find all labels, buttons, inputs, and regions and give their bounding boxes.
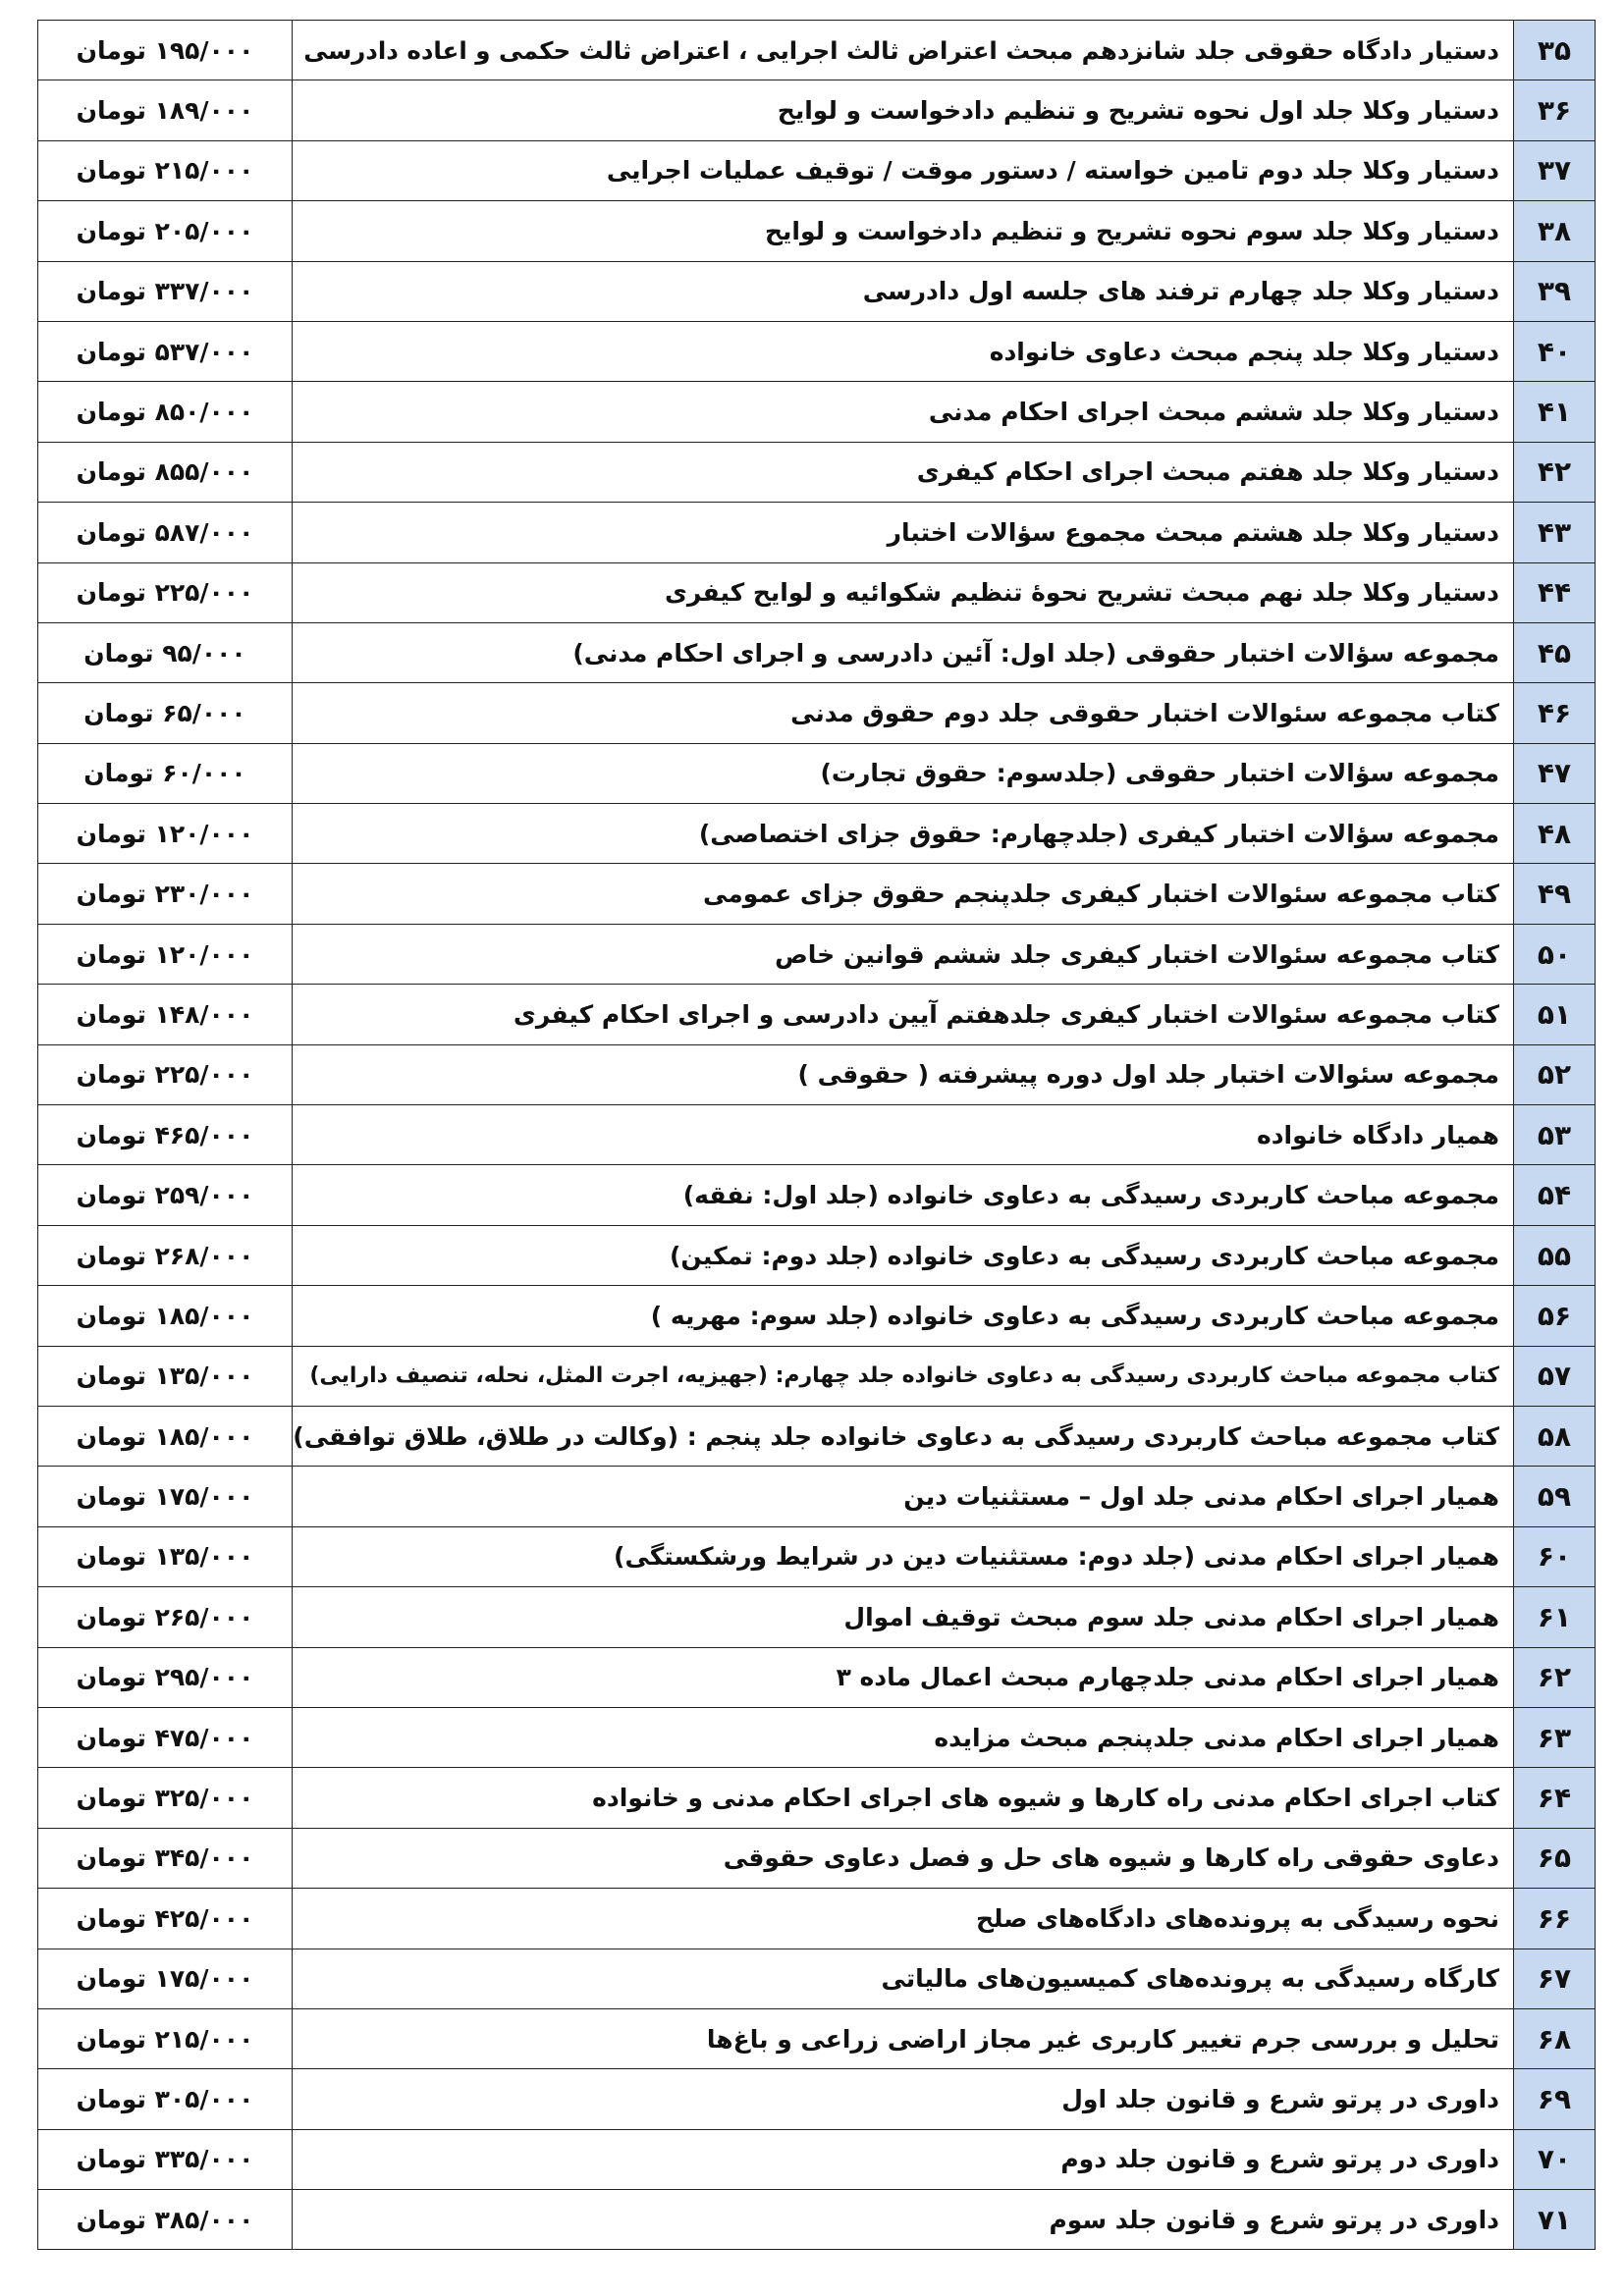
table-row <box>38 321 1596 381</box>
book-title: داوری در پرتو شرع و قانون جلد دوم <box>293 2129 1514 2189</box>
book-title: مجموعه مباحث کاربردی رسیدگی به دعاوی خانواده (جلد سوم: مهریه ) <box>293 1286 1514 1346</box>
book-title: همیار دادگاه خانواده <box>293 1105 1514 1165</box>
book-price: ۲۶۸/۰۰۰ تومان <box>38 1225 293 1285</box>
table-row <box>38 864 1596 924</box>
book-price: ۱۲۰/۰۰۰ تومان <box>38 924 293 984</box>
book-price: ۳۳۵/۰۰۰ تومان <box>38 2129 293 2189</box>
book-price: ۲۲۵/۰۰۰ تومان <box>38 1044 293 1104</box>
row-number: ۵۲ <box>1514 1044 1596 1104</box>
book-title: کتاب مجموعه سئوالات اختبار حقوقی جلد دوم حقوق مدنی <box>293 683 1514 743</box>
table-row <box>38 261 1596 321</box>
book-price: ۴۶۵/۰۰۰ تومان <box>38 1105 293 1165</box>
row-number: ۶۷ <box>1514 1949 1596 2008</box>
row-number: ۳۷ <box>1514 140 1596 200</box>
book-title: کتاب مجموعه سئوالات اختبار کیفری جلدپنجم حقوق جزای عمومی <box>293 864 1514 924</box>
table-row <box>38 985 1596 1044</box>
book-price: ۸۵۰/۰۰۰ تومان <box>38 382 293 442</box>
table-row <box>38 1044 1596 1104</box>
book-title: کتاب مجموعه سئوالات اختبار کیفری جلدهفتم آیین دادرسی و اجرای احکام کیفری <box>293 985 1514 1044</box>
table-row <box>38 1707 1596 1767</box>
table-row <box>38 804 1596 864</box>
table-row <box>38 442 1596 502</box>
book-title: نحوه رسیدگی به پرونده‌های دادگاه‌های صلح <box>293 1889 1514 1949</box>
book-price: ۸۵۵/۰۰۰ تومان <box>38 442 293 502</box>
book-price: ۶۵/۰۰۰ تومان <box>38 683 293 743</box>
row-number: ۴۱ <box>1514 382 1596 442</box>
book-title: مجموعه مباحث کاربردی رسیدگی به دعاوی خانواده (جلد دوم: تمکین) <box>293 1225 1514 1285</box>
row-number: ۵۹ <box>1514 1467 1596 1526</box>
book-title: دعاوی حقوقی راه کارها و شیوه های حل و فصل دعاوی حقوقی <box>293 1828 1514 1888</box>
table-row <box>38 1949 1596 2008</box>
row-number: ۴۸ <box>1514 804 1596 864</box>
book-title: دستیار وکلا جلد چهارم ترفند های جلسه اول دادرسی <box>293 261 1514 321</box>
table-row <box>38 743 1596 803</box>
row-number: ۶۰ <box>1514 1526 1596 1586</box>
book-title: همیار اجرای احکام مدنی جلد اول – مستثنیات دین <box>293 1467 1514 1526</box>
book-price: ۳۰۵/۰۰۰ تومان <box>38 2069 293 2129</box>
row-number: ۶۱ <box>1514 1587 1596 1647</box>
table-row <box>38 1587 1596 1647</box>
table-row <box>38 2069 1596 2129</box>
book-title: همیار اجرای احکام مدنی جلد سوم مبحث توقیف اموال <box>293 1587 1514 1647</box>
book-title: دستیار وکلا جلد هفتم مبحث اجرای احکام کیفری <box>293 442 1514 502</box>
row-number: ۴۰ <box>1514 321 1596 381</box>
table-row <box>38 503 1596 562</box>
row-number: ۶۶ <box>1514 1889 1596 1949</box>
book-price: ۱۷۵/۰۰۰ تومان <box>38 1949 293 2008</box>
row-number: ۵۳ <box>1514 1105 1596 1165</box>
book-price: ۳۴۵/۰۰۰ تومان <box>38 1828 293 1888</box>
book-title: دستیار وکلا جلد دوم تامین خواسته / دستور موقت / توقیف عملیات اجرایی <box>293 140 1514 200</box>
table-row <box>38 382 1596 442</box>
book-price: ۲۹۵/۰۰۰ تومان <box>38 1647 293 1707</box>
table-row <box>38 1105 1596 1165</box>
row-number: ۵۶ <box>1514 1286 1596 1346</box>
book-title: دستیار وکلا جلد سوم نحوه تشریح و تنظیم دادخواست و لوایح <box>293 201 1514 261</box>
book-price: ۶۰/۰۰۰ تومان <box>38 743 293 803</box>
table-row <box>38 1647 1596 1707</box>
book-title: مجموعه سؤالات اختبار حقوقی (جلدسوم: حقوق تجارت) <box>293 743 1514 803</box>
table-row <box>38 622 1596 682</box>
row-number: ۵۴ <box>1514 1165 1596 1225</box>
table-row <box>38 1768 1596 1828</box>
table-row <box>38 1526 1596 1586</box>
table-row <box>38 1346 1596 1406</box>
table-row <box>38 1286 1596 1346</box>
book-title: همیار اجرای احکام مدنی (جلد دوم: مستثنیات دین در شرایط ورشکستگی) <box>293 1526 1514 1586</box>
row-number: ۳۵ <box>1514 21 1596 80</box>
row-number: ۶۵ <box>1514 1828 1596 1888</box>
book-title: کتاب مجموعه مباحث کاربردی رسیدگی به دعاوی خانواده جلد چهارم: (جهیزیه، اجرت المثل، نحله، تنصیف دارایی) <box>293 1346 1514 1406</box>
book-price: ۳۳۷/۰۰۰ تومان <box>38 261 293 321</box>
table-row <box>38 1828 1596 1888</box>
table-row <box>38 21 1596 80</box>
book-price: ۳۸۵/۰۰۰ تومان <box>38 2190 293 2250</box>
row-number: ۳۶ <box>1514 80 1596 140</box>
table-row <box>38 562 1596 622</box>
table-row <box>38 1165 1596 1225</box>
table-row <box>38 201 1596 261</box>
table-row <box>38 2190 1596 2250</box>
book-title: دستیار وکلا جلد نهم مبحث تشریح نحوۀ تنظیم شکوائیه و لوایح کیفری <box>293 562 1514 622</box>
book-title: کتاب اجرای احکام مدنی راه کارها و شیوه های اجرای احکام مدنی و خانواده <box>293 1768 1514 1828</box>
table-row <box>38 1225 1596 1285</box>
row-number: ۵۵ <box>1514 1225 1596 1285</box>
book-price: ۵۳۷/۰۰۰ تومان <box>38 321 293 381</box>
table-row <box>38 80 1596 140</box>
table-row <box>38 2129 1596 2189</box>
row-number: ۷۰ <box>1514 2129 1596 2189</box>
book-price: ۲۳۰/۰۰۰ تومان <box>38 864 293 924</box>
row-number: ۵۰ <box>1514 924 1596 984</box>
book-title: کتاب مجموعه سئوالات اختبار کیفری جلد ششم قوانین خاص <box>293 924 1514 984</box>
book-price: ۱۳۵/۰۰۰ تومان <box>38 1346 293 1406</box>
row-number: ۵۷ <box>1514 1346 1596 1406</box>
book-title: مجموعه سؤالات اختبار کیفری (جلدچهارم: حقوق جزای اختصاصی) <box>293 804 1514 864</box>
book-title: دستیار وکلا جلد پنجم مبحث دعاوی خانواده <box>293 321 1514 381</box>
table-row <box>38 683 1596 743</box>
row-number: ۴۶ <box>1514 683 1596 743</box>
book-title: کتاب مجموعه مباحث کاربردی رسیدگی به دعاوی خانواده جلد پنجم : (وکالت در طلاق، طلاق توافقی) <box>293 1406 1514 1466</box>
book-title: داوری در پرتو شرع و قانون جلد سوم <box>293 2190 1514 2250</box>
book-price: ۱۳۵/۰۰۰ تومان <box>38 1526 293 1586</box>
row-number: ۶۸ <box>1514 2008 1596 2068</box>
book-price: ۲۲۵/۰۰۰ تومان <box>38 562 293 622</box>
row-number: ۳۸ <box>1514 201 1596 261</box>
book-price: ۱۸۵/۰۰۰ تومان <box>38 1406 293 1466</box>
table-row <box>38 1889 1596 1949</box>
book-title: دستیار وکلا جلد ششم مبحث اجرای احکام مدنی <box>293 382 1514 442</box>
row-number: ۶۲ <box>1514 1647 1596 1707</box>
book-price: ۱۴۸/۰۰۰ تومان <box>38 985 293 1044</box>
row-number: ۴۳ <box>1514 503 1596 562</box>
book-price: ۳۲۵/۰۰۰ تومان <box>38 1768 293 1828</box>
row-number: ۳۹ <box>1514 261 1596 321</box>
book-price: ۵۸۷/۰۰۰ تومان <box>38 503 293 562</box>
book-title: تحلیل و بررسی جرم تغییر کاربری غیر مجاز اراضی زراعی و باغ‌ها <box>293 2008 1514 2068</box>
table-row <box>38 140 1596 200</box>
row-number: ۴۷ <box>1514 743 1596 803</box>
book-price: ۲۱۵/۰۰۰ تومان <box>38 2008 293 2068</box>
table-row <box>38 1467 1596 1526</box>
book-price: ۲۰۵/۰۰۰ تومان <box>38 201 293 261</box>
table-body <box>38 21 1596 2250</box>
book-title: همیار اجرای احکام مدنی جلدپنجم مبحث مزایده <box>293 1707 1514 1767</box>
book-title: دستیار وکلا جلد اول نحوه تشریح و تنظیم دادخواست و لوایح <box>293 80 1514 140</box>
book-title: دستیار وکلا جلد هشتم مبحث مجموع سؤالات اختبار <box>293 503 1514 562</box>
row-number: ۶۹ <box>1514 2069 1596 2129</box>
book-title: کارگاه رسیدگی به پرونده‌های کمیسیون‌های مالیاتی <box>293 1949 1514 2008</box>
book-title: مجموعه مباحث کاربردی رسیدگی به دعاوی خانواده (جلد اول: نفقه) <box>293 1165 1514 1225</box>
row-number: ۷۱ <box>1514 2190 1596 2250</box>
book-title: مجموعه سؤالات اختبار حقوقی (جلد اول: آئین دادرسی و اجرای احکام مدنی) <box>293 622 1514 682</box>
book-price: ۱۲۰/۰۰۰ تومان <box>38 804 293 864</box>
book-price: ۱۸۵/۰۰۰ تومان <box>38 1286 293 1346</box>
table-row <box>38 924 1596 984</box>
table-row <box>38 2008 1596 2068</box>
row-number: ۵۸ <box>1514 1406 1596 1466</box>
table-row <box>38 1406 1596 1466</box>
book-title: همیار اجرای احکام مدنی جلدچهارم مبحث اعمال ماده ۳ <box>293 1647 1514 1707</box>
row-number: ۵۱ <box>1514 985 1596 1044</box>
book-price: ۴۷۵/۰۰۰ تومان <box>38 1707 293 1767</box>
row-number: ۴۴ <box>1514 562 1596 622</box>
book-title: دستیار دادگاه حقوقی جلد شانزدهم مبحث اعتراض ثالث اجرایی ، اعتراض ثالث حکمی و اعاده دادرسی <box>293 21 1514 80</box>
row-number: ۶۴ <box>1514 1768 1596 1828</box>
row-number: ۴۹ <box>1514 864 1596 924</box>
book-price: ۴۲۵/۰۰۰ تومان <box>38 1889 293 1949</box>
book-price-table <box>37 20 1596 2250</box>
book-price: ۲۱۵/۰۰۰ تومان <box>38 140 293 200</box>
row-number: ۶۳ <box>1514 1707 1596 1767</box>
book-title: داوری در پرتو شرع و قانون جلد اول <box>293 2069 1514 2129</box>
book-price: ۱۸۹/۰۰۰ تومان <box>38 80 293 140</box>
book-price: ۲۶۵/۰۰۰ تومان <box>38 1587 293 1647</box>
book-price: ۱۹۵/۰۰۰ تومان <box>38 21 293 80</box>
book-price: ۱۷۵/۰۰۰ تومان <box>38 1467 293 1526</box>
row-number: ۴۵ <box>1514 622 1596 682</box>
row-number: ۴۲ <box>1514 442 1596 502</box>
book-price: ۹۵/۰۰۰ تومان <box>38 622 293 682</box>
book-price: ۲۵۹/۰۰۰ تومان <box>38 1165 293 1225</box>
book-title: مجموعه سئوالات اختبار جلد اول دوره پیشرفته ( حقوقی ) <box>293 1044 1514 1104</box>
price-list-page <box>37 20 1592 2250</box>
